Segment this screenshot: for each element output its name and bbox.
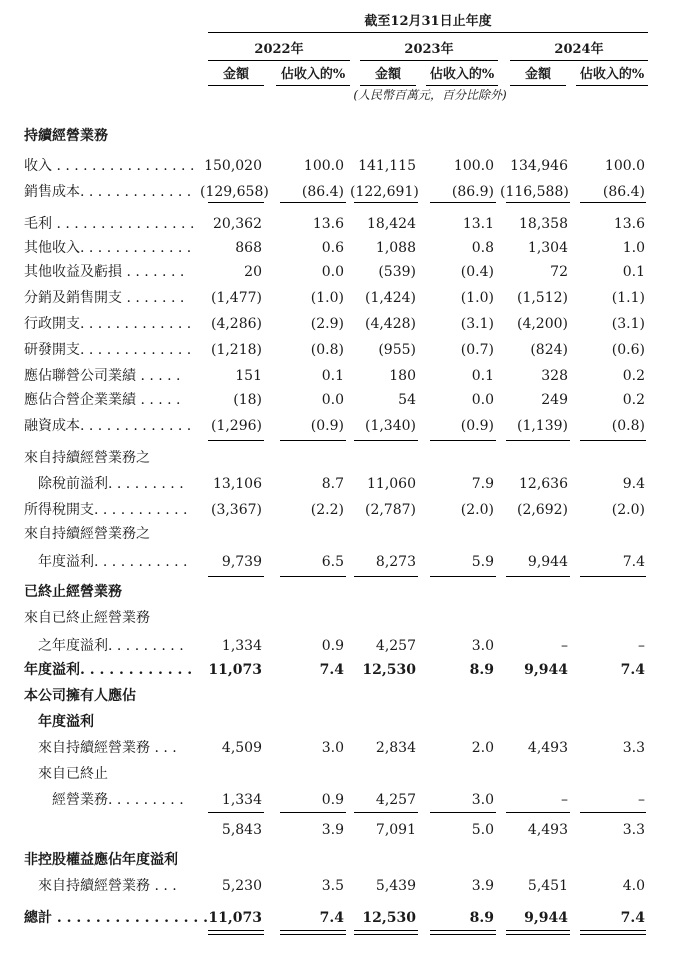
- double-rule: [580, 930, 646, 935]
- amount-cell: 18,424: [367, 216, 416, 232]
- row-label: 總計 . . . . . . . . . . . . . . . .: [24, 910, 208, 926]
- table-row: [0, 522, 700, 546]
- rule-line: [280, 202, 346, 203]
- percent-cell: 13.6: [312, 216, 344, 232]
- row-label: 其他收益及虧損 . . . . . . .: [24, 264, 185, 280]
- percent-cell: 7.4: [620, 662, 645, 678]
- amount-cell: (4,200): [516, 316, 568, 332]
- row-label: 之年度溢利. . . . . . . . .: [38, 638, 184, 654]
- percent-cell: (3.1): [611, 316, 645, 332]
- percent-cell: 0.9: [321, 638, 344, 654]
- percent-cell: 0.1: [321, 368, 344, 384]
- percent-cell: 0.0: [321, 392, 344, 408]
- rule-line: [208, 440, 264, 441]
- row-label: 已終止經營業務: [24, 584, 122, 600]
- percent-cell: (2.0): [460, 502, 494, 518]
- amount-cell: 5,843: [221, 822, 262, 838]
- amount-cell: 1,334: [221, 792, 262, 808]
- amount-cell: 2,834: [375, 740, 416, 756]
- year-header-2022: 2022年: [208, 38, 350, 61]
- table-row: [0, 906, 700, 930]
- rule-line: [208, 576, 264, 577]
- row-label: 應佔合營企業業績 . . . . .: [24, 392, 181, 408]
- row-label: 年度溢利. . . . . . . . . . . .: [24, 662, 193, 678]
- pct-header-2022: 佔收入的%: [276, 63, 350, 86]
- amount-cell: 5,439: [375, 878, 416, 894]
- percent-cell: 7.4: [319, 910, 344, 926]
- row-label: 來自持續經營業務之: [24, 526, 150, 542]
- table-row: [0, 874, 700, 898]
- amount-cell: 12,530: [362, 662, 416, 678]
- percent-cell: (1.1): [611, 290, 645, 306]
- percent-cell: 3.5: [321, 878, 344, 894]
- amount-cell: 7,091: [375, 822, 416, 838]
- amount-cell: (1,139): [516, 418, 568, 434]
- rule-line: [430, 440, 496, 441]
- row-label: 行政開支. . . . . . . . . . . . .: [24, 316, 192, 332]
- rule-line: [430, 812, 496, 813]
- percent-cell: 3.9: [321, 822, 344, 838]
- rule-line: [280, 440, 346, 441]
- amount-cell: 141,115: [358, 158, 416, 174]
- double-rule: [506, 930, 570, 935]
- percent-cell: 7.4: [622, 554, 645, 570]
- amount-cell: –: [561, 792, 568, 808]
- amount-cell: 180: [389, 368, 416, 384]
- amount-cell: 4,509: [221, 740, 262, 756]
- percent-cell: 0.9: [321, 792, 344, 808]
- table-row: [0, 736, 700, 760]
- percent-cell: (86.9): [451, 184, 494, 200]
- table-row: [0, 312, 700, 336]
- table-row: [0, 180, 700, 204]
- percent-cell: 1.0: [622, 240, 645, 256]
- table-row: [0, 658, 700, 682]
- amount-cell: (2,787): [364, 502, 416, 518]
- rule-line: [580, 576, 646, 577]
- percent-cell: 3.0: [321, 740, 344, 756]
- amount-cell: 4,257: [375, 792, 416, 808]
- percent-cell: 7.4: [620, 910, 645, 926]
- amount-header-2024: 金額: [510, 63, 566, 86]
- amount-cell: 1,304: [527, 240, 568, 256]
- row-label: 年度溢利. . . . . . . . . . .: [38, 554, 188, 570]
- row-label: 毛利 . . . . . . . . . . . . . . . .: [24, 216, 195, 232]
- rule-line: [430, 576, 496, 577]
- amount-cell: (955): [378, 342, 416, 358]
- amount-header-2022: 金額: [208, 63, 264, 86]
- amount-cell: (4,428): [364, 316, 416, 332]
- table-row: [0, 124, 700, 148]
- amount-cell: 11,060: [367, 476, 416, 492]
- double-rule: [354, 930, 418, 935]
- amount-cell: 9,739: [221, 554, 262, 570]
- percent-cell: (0.6): [611, 342, 645, 358]
- row-label: 融資成本. . . . . . . . . . . . .: [24, 418, 192, 434]
- amount-cell: (1,512): [516, 290, 568, 306]
- rule-line: [280, 812, 346, 813]
- rule-line: [354, 576, 418, 577]
- rule-line: [580, 440, 646, 441]
- row-label: 持續經營業務: [24, 128, 108, 144]
- percent-cell: (86.4): [301, 184, 344, 200]
- percent-cell: 6.5: [321, 554, 344, 570]
- amount-cell: 8,273: [375, 554, 416, 570]
- row-label: 年度溢利: [38, 714, 94, 730]
- amount-cell: (2,692): [516, 502, 568, 518]
- row-label: 其他收入. . . . . . . . . . . . .: [24, 240, 192, 256]
- rule-line: [506, 812, 570, 813]
- percent-cell: (0.8): [611, 418, 645, 434]
- percent-cell: 0.1: [471, 368, 494, 384]
- table-row: [0, 684, 700, 708]
- percent-cell: 8.7: [321, 476, 344, 492]
- percent-cell: (2.9): [310, 316, 344, 332]
- double-rule: [430, 930, 496, 935]
- row-label: 除稅前溢利. . . . . . . . .: [38, 476, 184, 492]
- percent-cell: 100.0: [303, 158, 344, 174]
- row-label: 來自已終止: [38, 766, 108, 782]
- amount-header-2023: 金額: [360, 63, 416, 86]
- percent-cell: (0.4): [460, 264, 494, 280]
- percent-cell: 8.9: [469, 910, 494, 926]
- table-row: [0, 154, 700, 178]
- percent-cell: (1.0): [460, 290, 494, 306]
- period-header: 截至12月31日止年度: [208, 10, 648, 33]
- table-row: [0, 848, 700, 872]
- amount-cell: (18): [233, 392, 262, 408]
- rule-line: [280, 576, 346, 577]
- table-row: [0, 788, 700, 812]
- percent-cell: 13.6: [613, 216, 645, 232]
- amount-cell: (1,218): [210, 342, 262, 358]
- percent-cell: 13.1: [462, 216, 494, 232]
- amount-cell: 9,944: [524, 662, 568, 678]
- rule-line: [208, 202, 264, 203]
- amount-cell: 4,257: [375, 638, 416, 654]
- percent-cell: 0.0: [471, 392, 494, 408]
- percent-cell: 100.0: [453, 158, 494, 174]
- table-row: [0, 236, 700, 260]
- table-row: [0, 498, 700, 522]
- table-row: [0, 550, 700, 574]
- rule-line: [354, 202, 418, 203]
- percent-cell: 3.0: [471, 792, 494, 808]
- amount-cell: 11,073: [208, 910, 262, 926]
- amount-cell: 249: [541, 392, 568, 408]
- rule-line: [354, 440, 418, 441]
- table-row: [0, 818, 700, 842]
- amount-cell: 20: [244, 264, 262, 280]
- amount-cell: (1,296): [210, 418, 262, 434]
- percent-cell: 8.9: [469, 662, 494, 678]
- percent-cell: (0.8): [310, 342, 344, 358]
- percent-cell: (0.9): [310, 418, 344, 434]
- amount-cell: 1,088: [375, 240, 416, 256]
- row-label: 來自持續經營業務之: [24, 450, 150, 466]
- amount-cell: 868: [235, 240, 262, 256]
- row-label: 本公司擁有人應佔: [24, 688, 136, 704]
- rule-line: [208, 812, 264, 813]
- amount-cell: (122,691): [350, 184, 419, 200]
- percent-cell: 2.0: [471, 740, 494, 756]
- percent-cell: 3.0: [471, 638, 494, 654]
- row-label: 來自持續經營業務 . . .: [38, 878, 177, 894]
- table-row: [0, 414, 700, 438]
- amount-cell: 150,020: [204, 158, 262, 174]
- row-label: 分銷及銷售開支 . . . . . . .: [24, 290, 185, 306]
- percent-cell: 3.9: [471, 878, 494, 894]
- table-row: [0, 260, 700, 284]
- rule-line: [430, 202, 496, 203]
- rule-line: [506, 202, 570, 203]
- row-label: 來自持續經營業務 . . .: [38, 740, 177, 756]
- table-row: [0, 212, 700, 236]
- amount-cell: 9,944: [524, 910, 568, 926]
- amount-cell: (3,367): [210, 502, 262, 518]
- percent-cell: 5.9: [471, 554, 494, 570]
- rule-line: [580, 202, 646, 203]
- amount-cell: 12,636: [519, 476, 568, 492]
- amount-cell: 5,451: [527, 878, 568, 894]
- table-row: [0, 388, 700, 412]
- percent-cell: (0.7): [460, 342, 494, 358]
- table-row: [0, 606, 700, 630]
- table-row: [0, 634, 700, 658]
- percent-cell: 0.0: [321, 264, 344, 280]
- amount-cell: (129,658): [200, 184, 269, 200]
- rule-line: [354, 812, 418, 813]
- row-label: 研發開支. . . . . . . . . . . . .: [24, 342, 192, 358]
- amount-cell: 20,362: [213, 216, 262, 232]
- double-rule: [280, 930, 346, 935]
- percent-cell: 100.0: [604, 158, 645, 174]
- amount-cell: 1,334: [221, 638, 262, 654]
- table-row: [0, 338, 700, 362]
- percent-cell: (1.0): [310, 290, 344, 306]
- row-label: 銷售成本. . . . . . . . . . . . .: [24, 184, 192, 200]
- percent-cell: –: [638, 792, 645, 808]
- percent-cell: 0.2: [622, 392, 645, 408]
- row-label: 收入 . . . . . . . . . . . . . . . .: [24, 158, 195, 174]
- percent-cell: 3.3: [622, 740, 645, 756]
- table-row: [0, 762, 700, 786]
- amount-cell: 151: [235, 368, 262, 384]
- amount-cell: 12,530: [362, 910, 416, 926]
- rule-line: [506, 440, 570, 441]
- percent-cell: 5.0: [471, 822, 494, 838]
- table-row: [0, 364, 700, 388]
- amount-cell: 134,946: [510, 158, 568, 174]
- table-row: [0, 286, 700, 310]
- amount-cell: (1,340): [364, 418, 416, 434]
- percent-cell: (0.9): [460, 418, 494, 434]
- percent-cell: (2.0): [611, 502, 645, 518]
- unit-note: (人民幣百萬元，百分比除外): [353, 88, 507, 102]
- percent-cell: (3.1): [460, 316, 494, 332]
- amount-cell: 9,944: [527, 554, 568, 570]
- amount-cell: 72: [550, 264, 568, 280]
- percent-cell: 0.1: [622, 264, 645, 280]
- amount-cell: (4,286): [210, 316, 262, 332]
- amount-cell: 328: [541, 368, 568, 384]
- row-label: 非控股權益應佔年度溢利: [24, 852, 178, 868]
- table-row: [0, 710, 700, 734]
- amount-cell: (824): [530, 342, 568, 358]
- percent-cell: 0.6: [321, 240, 344, 256]
- percent-cell: 7.9: [471, 476, 494, 492]
- amount-cell: (1,477): [210, 290, 262, 306]
- row-label: 所得稅開支. . . . . . . . . . .: [24, 502, 188, 518]
- table-row: [0, 446, 700, 470]
- table-row: [0, 580, 700, 604]
- percent-cell: 9.4: [622, 476, 645, 492]
- amount-cell: 13,106: [213, 476, 262, 492]
- amount-cell: (1,424): [364, 290, 416, 306]
- percent-cell: 0.2: [622, 368, 645, 384]
- year-header-2024: 2024年: [510, 38, 648, 61]
- amount-cell: 54: [398, 392, 416, 408]
- percent-cell: (2.2): [310, 502, 344, 518]
- amount-cell: 11,073: [208, 662, 262, 678]
- row-label: 來自已終止經營業務: [24, 610, 150, 626]
- amount-cell: (539): [378, 264, 416, 280]
- rule-line: [506, 576, 570, 577]
- amount-cell: (116,588): [500, 184, 569, 200]
- table-row: [0, 472, 700, 496]
- pct-header-2023: 佔收入的%: [426, 63, 498, 86]
- percent-cell: 3.3: [622, 822, 645, 838]
- rule-line: [580, 812, 646, 813]
- percent-cell: 0.8: [471, 240, 494, 256]
- amount-cell: 5,230: [221, 878, 262, 894]
- double-rule: [208, 930, 264, 935]
- pct-header-2024: 佔收入的%: [576, 63, 648, 86]
- percent-cell: –: [638, 638, 645, 654]
- amount-cell: 18,358: [519, 216, 568, 232]
- year-header-2023: 2023年: [360, 38, 498, 61]
- amount-cell: 4,493: [527, 822, 568, 838]
- amount-cell: –: [561, 638, 568, 654]
- percent-cell: (86.4): [602, 184, 645, 200]
- amount-cell: 4,493: [527, 740, 568, 756]
- row-label: 應佔聯營公司業績 . . . . .: [24, 368, 181, 384]
- percent-cell: 7.4: [319, 662, 344, 678]
- percent-cell: 4.0: [622, 878, 645, 894]
- row-label: 經營業務. . . . . . . . .: [52, 792, 184, 808]
